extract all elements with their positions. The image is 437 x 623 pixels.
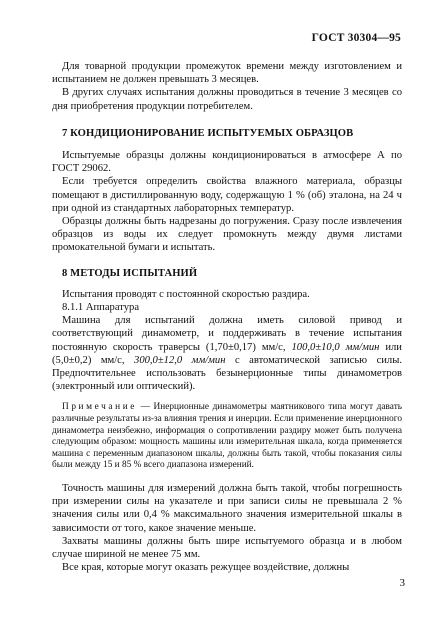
intro-paragraph-2: В других случаях испытания должны проводиться в течение 3 месяцев со дня приобретения продукции потребителем. [52,87,402,112]
section-8-heading: 8 МЕТОДЫ ИСПЫТАНИЙ [62,267,198,279]
speed-value-2: 300,0±12,0 мм/мин [134,354,226,366]
note-label: Примечание [62,402,137,413]
section-7-heading: 7 КОНДИЦИОНИРОВАНИЕ ИСПЫТУЕМЫХ ОБРАЗЦОВ [62,127,354,139]
apparatus-paragraph [52,314,402,393]
apparatus-text-e: с автоматической записью силы. Предпочтительнее использовать безынерционные типы динамометров (электронный или оптический). [52,354,402,393]
page-number: 3 [399,577,405,589]
grips-paragraph: Захваты машины должны быть шире испытуемого образца и в любом случае шириной не менее 75 мм. [52,535,402,561]
section-7-paragraph-1: Испытуемые образцы должны кондиционироваться в атмосфере А по ГОСТ 29062. [52,150,402,175]
note-text: — Инерционные динамометры маятникового типа могут давать различные результаты из-за влияния трения и инерции. Если применение инерционного динамометра неизбежно, информация о сопротивлении раздиру может быть получена следующим образом: мощность машины или измерительная шкала, когда применяется машина с переменным диапазоном шкалы, должны быть такой, чтобы показания силы были между 15 и 85 % всего диапазона измерений. [52,402,402,471]
speed-value-1: 100,0±10,0 мм/мин [291,341,380,353]
section-8-paragraph-1: Испытания проводят с постоянной скоростью раздира. [62,288,310,300]
apparatus-text-a: Машина для испытаний должна иметь силовой привод и соответствующий динамометр, и поддерживать в течение испытания постоянную скорость траверсы (1,70±0,17) мм/с, [52,315,402,353]
apparatus-text-c: или (5,0±0,2) мм/с, [52,341,402,366]
accuracy-paragraph: Точность машины для измерений должна быть такой, чтобы погрешность при измерении силы на указателе и при записи силы не превышала 2 % значения силы или 0,4 % максимального значения измерительной шкалы в зависимости от того, какое значение меньше. [52,483,402,534]
intro-paragraph-1: Для товарной продукции промежуток времени между изготовлением и испытанием не должен превышать 3 месяцев. [52,61,402,86]
note-paragraph [52,402,402,472]
document-body [52,60,402,574]
edges-paragraph: Все края, которые могут оказать режущее воздействие, должны [62,562,350,574]
subsection-8-1-1-title: 8.1.1 Аппаратура [62,302,140,314]
standard-header: ГОСТ 30304—95 [311,32,401,44]
section-7-paragraph-2: Если требуется определить свойства влажного материала, образцы помещают в дистиллированную воду, содержащую 1 % (об) эталона, на 24 ч при одной из стандартных лабораторных температур. [52,176,402,214]
section-7-paragraph-3: Образцы должны быть надрезаны до погружения. Сразу после извлечения образцов из воды их следует промокнуть между двумя листами промокательной бумаги и испытать. [52,216,402,254]
